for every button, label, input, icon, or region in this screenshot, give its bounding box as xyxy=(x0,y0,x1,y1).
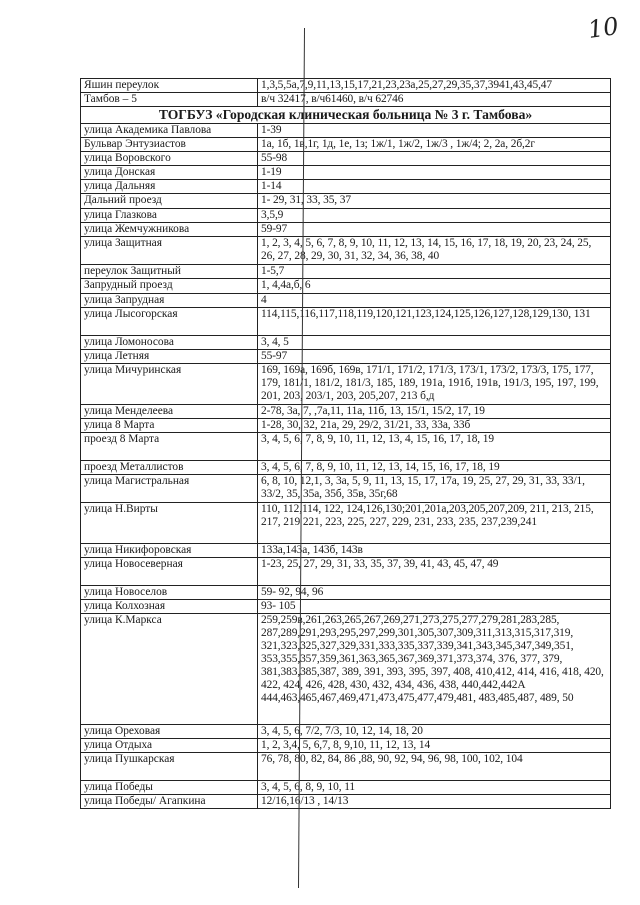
numbers-cell: 1-28, 30, 32, 21а, 29, 29/2, 31/21, 33, 33а, 33б xyxy=(258,419,611,433)
table-row xyxy=(81,475,611,503)
table-row xyxy=(81,294,611,308)
table-row xyxy=(81,166,611,180)
street-cell: улица Дальняя xyxy=(81,180,258,194)
numbers-cell: 1а, 1б, 1в,1г, 1д, 1е, 1з; 1ж/1, 1ж/2, 1ж/3 , 1ж/4; 2, 2а, 2б,2г xyxy=(258,138,611,152)
street-cell: улица Отдыха xyxy=(81,739,258,753)
street-cell: улица Глазкова xyxy=(81,209,258,223)
table-row xyxy=(81,503,611,544)
numbers-cell: 2-78, 3а, 7, ,7а,11, 11а, 11б, 13, 15/1, 15/2, 17, 19 xyxy=(258,405,611,419)
street-cell: улица 8 Марта xyxy=(81,419,258,433)
table-row xyxy=(81,223,611,237)
numbers-cell: 1, 2, 3, 4, 5, 6, 7, 8, 9, 10, 11, 12, 13, 14, 15, 16, 17, 18, 19, 20, 23, 24, 25, 26, 27, 28, 29, 30, 31, 32, 34, 36, 38, 40 xyxy=(258,237,611,265)
table-row xyxy=(81,93,611,107)
street-cell: улица Запрудная xyxy=(81,294,258,308)
street-cell: улица Ореховая xyxy=(81,725,258,739)
street-cell: улица Колхозная xyxy=(81,600,258,614)
street-cell: улица К.Маркса xyxy=(81,614,258,725)
numbers-cell: 1- 29, 31, 33, 35, 37 xyxy=(258,194,611,209)
street-cell: улица Пушкарская xyxy=(81,753,258,781)
street-cell: улица Новосеверная xyxy=(81,558,258,586)
street-cell: улица Мичуринская xyxy=(81,364,258,405)
street-cell: Дальний проезд xyxy=(81,194,258,209)
numbers-cell: 3,5,9 xyxy=(258,209,611,223)
table-row xyxy=(81,795,611,809)
street-cell: улица Донская xyxy=(81,166,258,180)
numbers-cell: 3, 4, 5, 6, 7, 8, 9, 10, 11, 12, 13, 4, 15, 16, 17, 18, 19 xyxy=(258,433,611,461)
table-row xyxy=(81,725,611,739)
table-row xyxy=(81,586,611,600)
street-cell: улица Н.Вирты xyxy=(81,503,258,544)
table-row xyxy=(81,336,611,350)
street-cell: улица Никифоровская xyxy=(81,544,258,558)
page-number: 10 xyxy=(586,12,621,44)
numbers-cell: 12/16,16/13 , 14/13 xyxy=(258,795,611,809)
numbers-cell: 1, 4,4а,б, 6 xyxy=(258,279,611,294)
numbers-cell: 1-39 xyxy=(258,124,611,138)
table-row xyxy=(81,79,611,93)
numbers-cell: 59- 92, 94, 96 xyxy=(258,586,611,600)
numbers-cell: 1, 2, 3,4, 5, 6,7, 8, 9,10, 11, 12, 13, 14 xyxy=(258,739,611,753)
street-cell: Запрудный проезд xyxy=(81,279,258,294)
numbers-cell: в/ч 32417, в/ч61460, в/ч 62746 xyxy=(258,93,611,107)
numbers-cell: 76, 78, 80, 82, 84, 86 ,88, 90, 92, 94, 96, 98, 100, 102, 104 xyxy=(258,753,611,781)
table-row xyxy=(81,308,611,336)
street-cell: проезд Металлистов xyxy=(81,461,258,475)
table-row xyxy=(81,600,611,614)
street-cell: улица Воровского xyxy=(81,152,258,166)
table-row xyxy=(81,544,611,558)
section-header-row xyxy=(81,107,611,124)
table-row xyxy=(81,461,611,475)
numbers-cell: 3, 4, 5, 6, 8, 9, 10, 11 xyxy=(258,781,611,795)
table-row xyxy=(81,350,611,364)
numbers-cell: 4 xyxy=(258,294,611,308)
table-row xyxy=(81,558,611,586)
numbers-cell: 1-5,7 xyxy=(258,265,611,279)
numbers-cell: 1,3,5,5а,7,9,11,13,15,17,21,23,23а,25,27,29,35,37,3941,43,45,47 xyxy=(258,79,611,93)
numbers-cell: 55-98 xyxy=(258,152,611,166)
street-cell: улица Академика Павлова xyxy=(81,124,258,138)
street-cell: улица Магистральная xyxy=(81,475,258,503)
numbers-cell: 55-97 xyxy=(258,350,611,364)
table-row xyxy=(81,138,611,152)
street-cell: улица Летняя xyxy=(81,350,258,364)
street-cell: переулок Защитный xyxy=(81,265,258,279)
table-row xyxy=(81,124,611,138)
table-row xyxy=(81,364,611,405)
numbers-cell: 1-14 xyxy=(258,180,611,194)
table-row xyxy=(81,753,611,781)
table-row xyxy=(81,265,611,279)
numbers-cell: 59-97 xyxy=(258,223,611,237)
numbers-cell: 1-19 xyxy=(258,166,611,180)
section-title: ТОГБУЗ «Городская клиническая больница № 3 г. Тамбова» xyxy=(81,107,611,124)
table-row xyxy=(81,152,611,166)
street-cell: Яшин переулок xyxy=(81,79,258,93)
street-cell: улица Победы/ Агапкина xyxy=(81,795,258,809)
table-row xyxy=(81,614,611,725)
street-cell: улица Новоселов xyxy=(81,586,258,600)
table-row xyxy=(81,237,611,265)
street-cell: проезд 8 Марта xyxy=(81,433,258,461)
numbers-cell: 259,259в,261,263,265,267,269,271,273,275,277,279,281,283,285, 287,289,291,293,295,297,299,301,305,307,309,311,313,315,317,319, 321,323,325,327,329,331,333,335,337,339,341,343,345,347,349,351, 353,355,357,359,361,363,365,367,369,371,373,374, 376, 377, 379, 381,383,385,387, 389, 391, 393, 395, 397, 408, 410,412, 414, 416, 418, 420, 422, 424, 426, 428, 430, 432, 434, 436, 438, 440,442,442А 444,463,465,467,469,471,473,475,477,479,481, 483,485,487, 489, 50 xyxy=(258,614,611,725)
street-cell: Бульвар Энтузиастов xyxy=(81,138,258,152)
street-cell: улица Жемчужникова xyxy=(81,223,258,237)
table-row xyxy=(81,194,611,209)
street-cell: улица Менделеева xyxy=(81,405,258,419)
street-cell: улица Ломоносова xyxy=(81,336,258,350)
numbers-cell: 93- 105 xyxy=(258,600,611,614)
address-table xyxy=(80,78,611,809)
numbers-cell: 133а,143а, 143б, 143в xyxy=(258,544,611,558)
street-cell: Тамбов – 5 xyxy=(81,93,258,107)
table-row xyxy=(81,405,611,419)
table-row xyxy=(81,739,611,753)
table-row xyxy=(81,419,611,433)
street-cell: улица Победы xyxy=(81,781,258,795)
numbers-cell: 3, 4, 5, 6, 7, 8, 9, 10, 11, 12, 13, 14, 15, 16, 17, 18, 19 xyxy=(258,461,611,475)
table-row xyxy=(81,781,611,795)
numbers-cell: 110, 112,114, 122, 124,126,130;201,201а,203,205,207,209, 211, 213, 215, 217, 219 221, 223, 225, 227, 229, 231, 233, 235, 237,239,241 xyxy=(258,503,611,544)
street-cell: улица Защитная xyxy=(81,237,258,265)
table-row xyxy=(81,279,611,294)
numbers-cell: 3, 4, 5, 6, 7/2, 7/3, 10, 12, 14, 18, 20 xyxy=(258,725,611,739)
numbers-cell: 1-23, 25, 27, 29, 31, 33, 35, 37, 39, 41, 43, 45, 47, 49 xyxy=(258,558,611,586)
table-row xyxy=(81,433,611,461)
numbers-cell: 114,115,116,117,118,119,120,121,123,124,125,126,127,128,129,130, 131 xyxy=(258,308,611,336)
table-row xyxy=(81,209,611,223)
numbers-cell: 3, 4, 5 xyxy=(258,336,611,350)
numbers-cell: 169, 169а, 169б, 169в, 171/1, 171/2, 171/3, 173/1, 173/2, 173/3, 175, 177, 179, 181/1, 181/2, 181/3, 185, 189, 191а, 191б, 191в, 191/3, 195, 197, 199, 201, 203, 203/1, 203, 205,207, 213 б,д xyxy=(258,364,611,405)
numbers-cell: 6, 8, 10, 12,1, 3, 3а, 5, 9, 11, 13, 15, 17, 17а, 19, 25, 27, 29, 31, 33, 33/1, 33/2, 35, 35а, 35б, 35в, 35г,68 xyxy=(258,475,611,503)
table-row xyxy=(81,180,611,194)
street-cell: улица Лысогорская xyxy=(81,308,258,336)
